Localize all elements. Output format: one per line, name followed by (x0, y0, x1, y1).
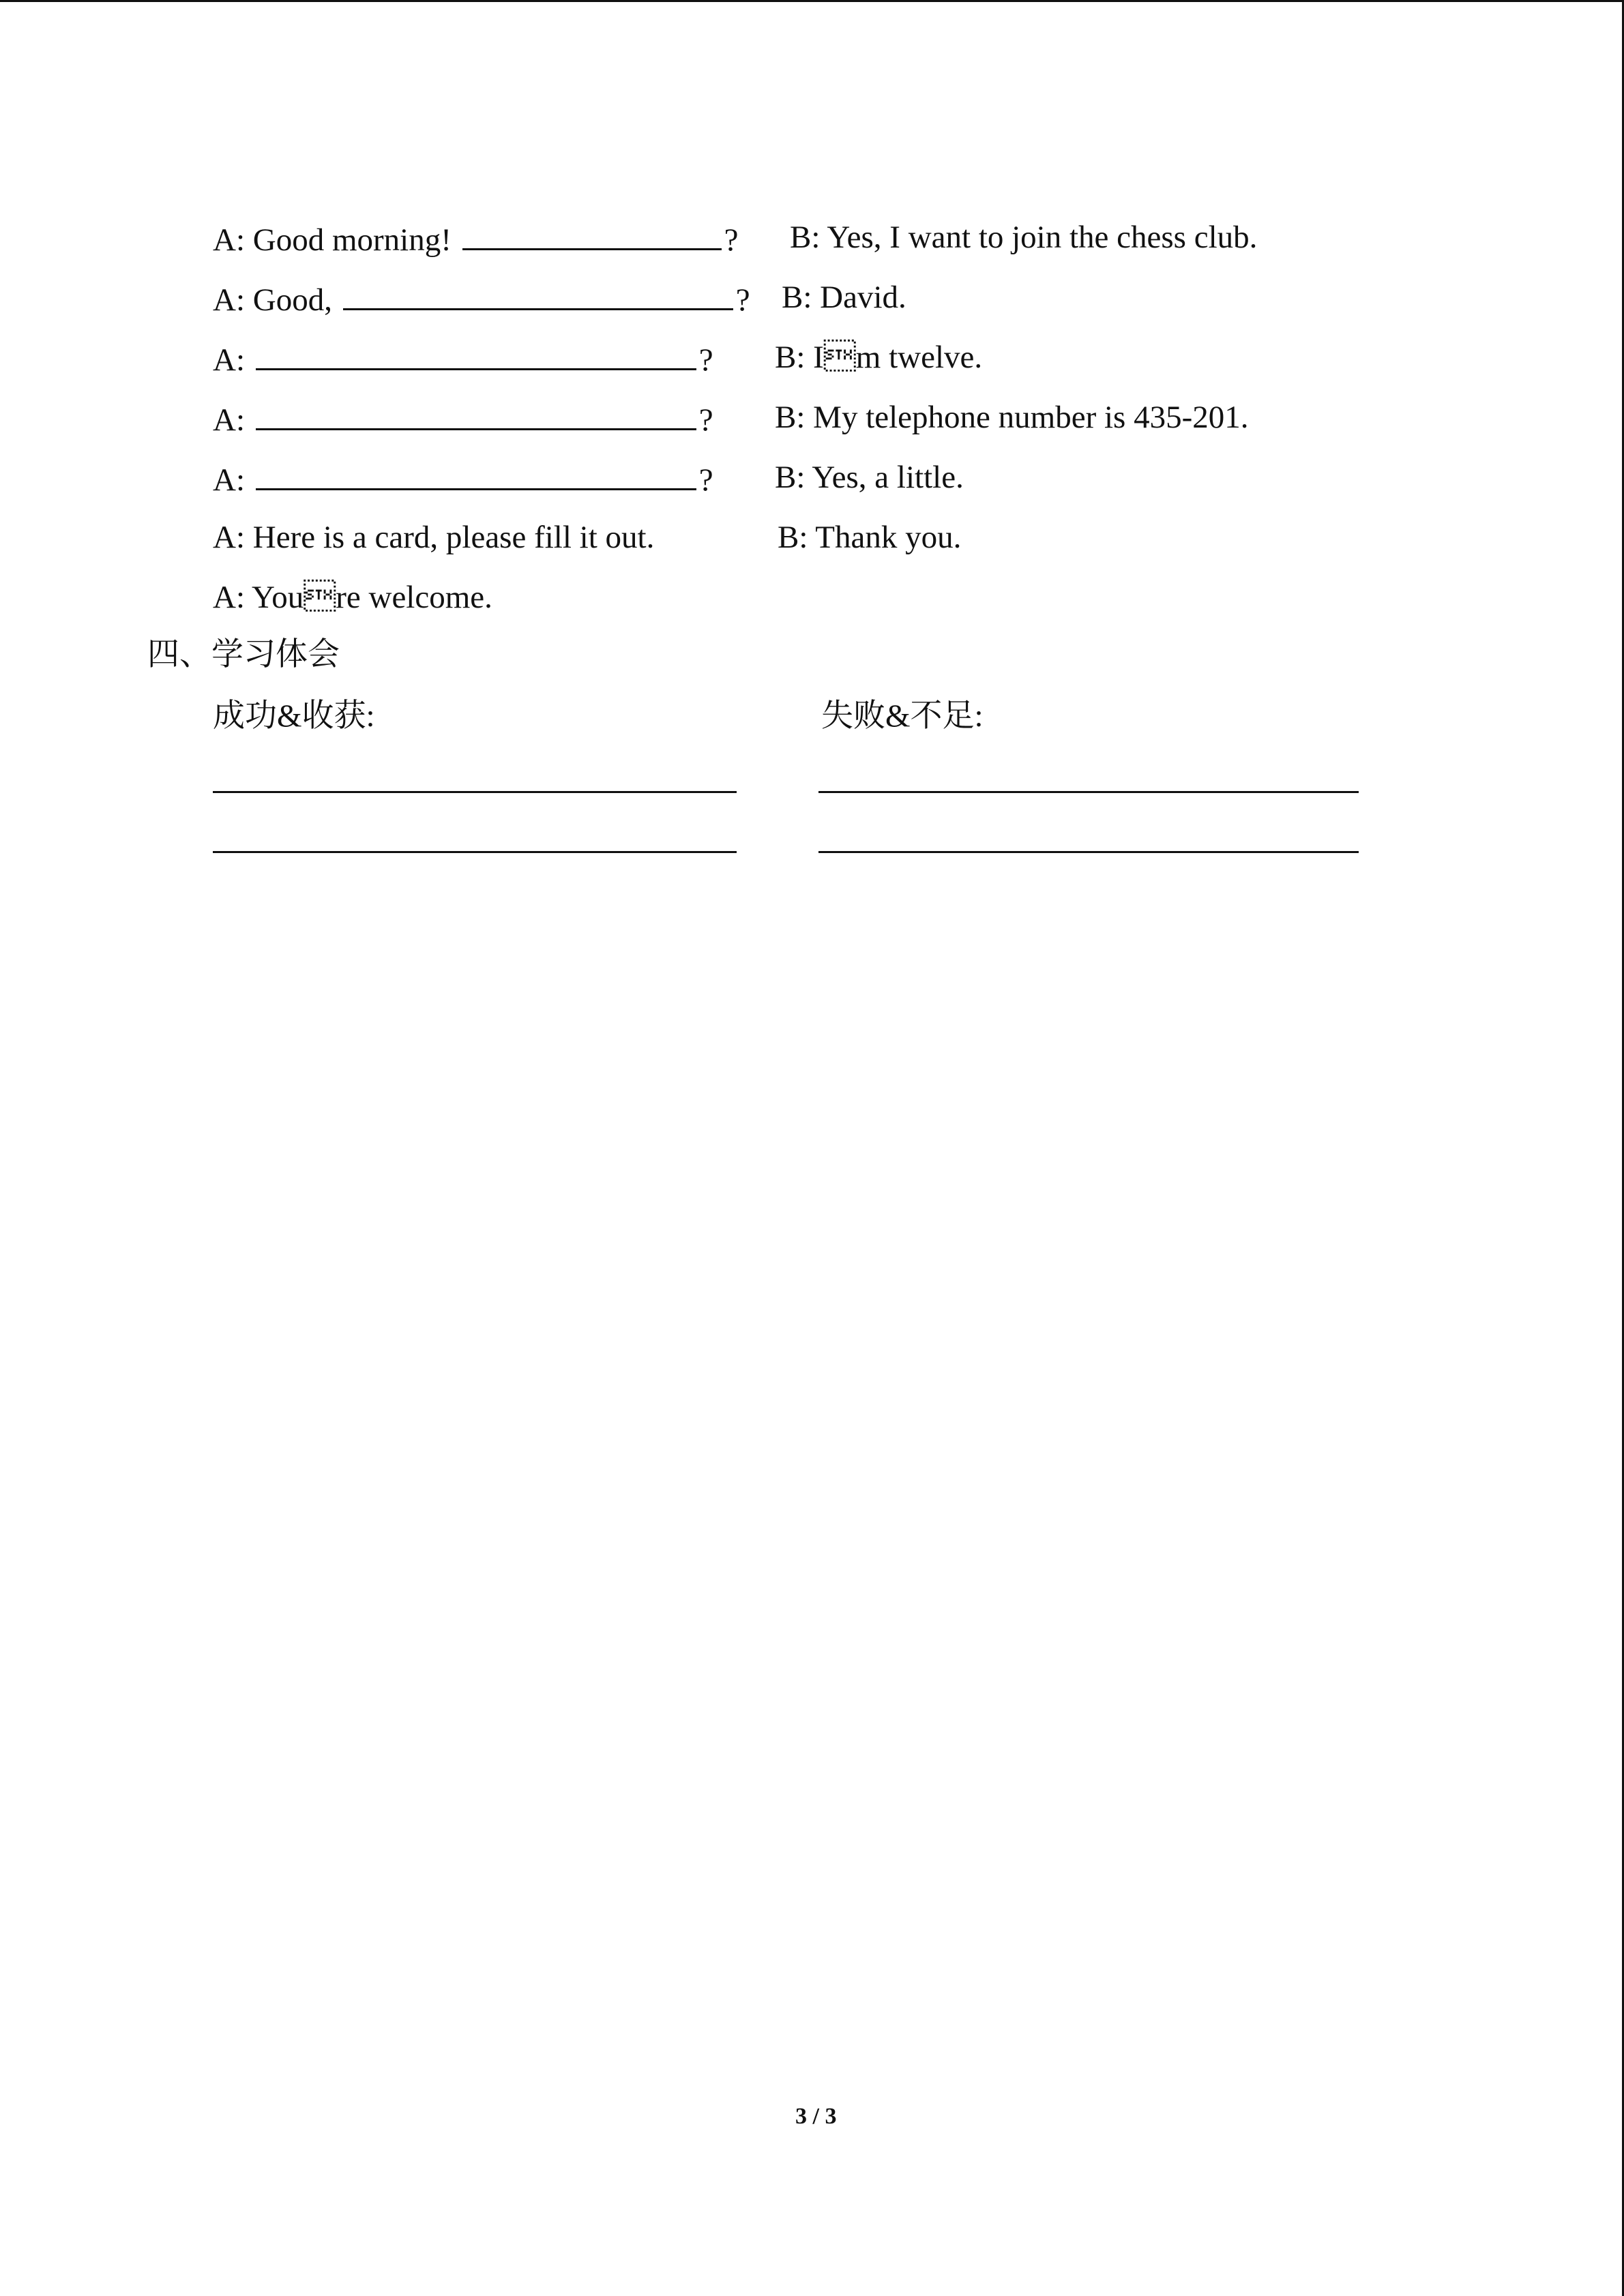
failure-label: 失败&不足: (821, 698, 984, 734)
dialogue-b-text: B: David. (782, 280, 906, 315)
dialogue-row-6-b (778, 517, 961, 558)
answer-blank[interactable] (256, 457, 696, 490)
page-border-top (0, 0, 1624, 2)
dialogue-a-text: A: (213, 462, 245, 498)
dialogue-row-1-a (213, 217, 739, 260)
dialogue-b-text: B: Thank you. (778, 520, 962, 555)
question-mark: ? (698, 402, 713, 438)
dialogue-a-text: A: (213, 402, 245, 438)
section-heading: 四、学习体会 (147, 637, 340, 672)
dialogue-b-text: B: Yes, I want to join the chess club. (790, 220, 1258, 255)
success-label: 成功&收获: (213, 698, 375, 734)
question-mark: ? (735, 282, 750, 318)
dialogue-row-6-a (213, 517, 654, 558)
dialogue-a-text: A: Good, (213, 282, 332, 318)
dialogue-row-4-a (213, 397, 713, 441)
dialogue-b-text: B: Yes, a little. (775, 460, 964, 495)
question-mark: ? (698, 342, 713, 378)
answer-blank[interactable] (256, 397, 696, 430)
dialogue-a-text: A: (213, 342, 245, 378)
dialogue-row-7-a (213, 577, 492, 618)
success-answer-line-1[interactable] (213, 791, 737, 793)
dialogue-row-3-b (775, 337, 982, 378)
answer-blank[interactable] (343, 277, 733, 310)
dialogue-b-text: B: Im twelve. (775, 340, 983, 375)
success-answer-line-2[interactable] (213, 851, 737, 853)
page-number: 3 / 3 (795, 2104, 837, 2129)
dialogue-b-text: B: My telephone number is 435-201. (775, 400, 1249, 435)
failure-answer-line-2[interactable] (818, 851, 1359, 853)
dialogue-a-text: A: Youre welcome. (213, 580, 492, 615)
dialogue-row-5-b (775, 457, 964, 498)
question-mark: ? (724, 222, 739, 258)
dialogue-row-3-a (213, 337, 713, 381)
dialogue-row-1-b (790, 217, 1257, 258)
failure-answer-line-1[interactable] (818, 791, 1359, 793)
answer-blank[interactable] (462, 217, 722, 250)
dialogue-row-2-b (782, 277, 906, 318)
dialogue-row-5-a (213, 457, 713, 501)
answer-blank[interactable] (256, 337, 696, 370)
dialogue-row-4-b (775, 397, 1248, 438)
dialogue-row-2-a (213, 277, 750, 320)
dialogue-a-text: A: Good morning! (213, 222, 452, 258)
dialogue-a-text: A: Here is a card, please fill it out. (213, 520, 655, 555)
question-mark: ? (698, 462, 713, 498)
